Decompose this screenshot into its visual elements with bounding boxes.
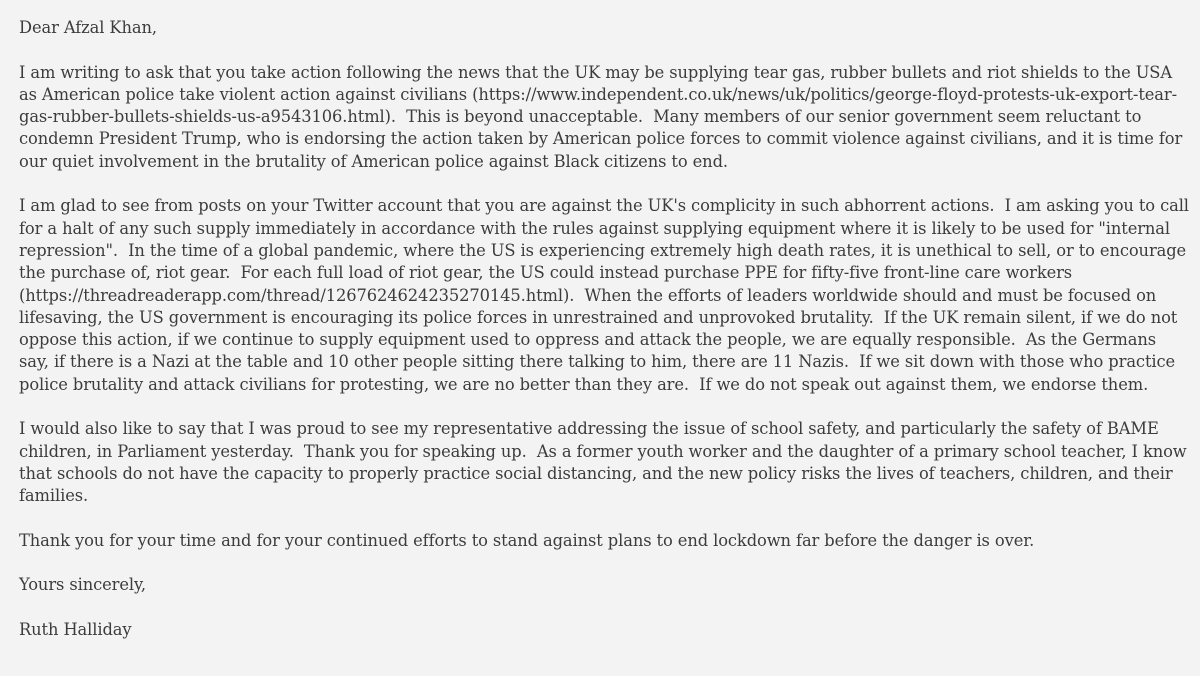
salutation: Dear Afzal Khan, [19,18,157,37]
paragraph-1: I am writing to ask that you take action following the news that the UK may be supplying tear gas, rubber bullets and riot shields to the USA as American police take violent action against civilians (https://www.independent.co.uk/news/uk/politics/george-floyd-protests-uk-export-tear-gas-rubber-bullets-shields-us-a9543106.html). This is beyond unacceptable. Many members of our senior government seem reluctant to condemn President Trump, who is endorsing the action taken by American police forces to commit violence against civilians, and it is time for our quiet involvement in the brutality of American police against Black citizens to end. [19,62,1188,171]
letter-body [19,17,1194,641]
paragraph-4: Thank you for your time and for your continued efforts to stand against plans to end lockdown far before the danger is over. [19,530,1035,550]
paragraph-2: I am glad to see from posts on your Twitter account that you are against the UK's complicity in such abhorrent actions. I am asking you to call for a halt of any such supply immediately in accordance with the rules against supplying equipment where it is likely to be used for "internal repression". In the time of a global pandemic, where the US is experiencing extremely high death rates, it is unethical to sell, or to encourage the purchase of, riot gear. For each full load of riot gear, the US could instead purchase PPE for fifty-five front-line care workers (https://threadreaderapp.com/thread/1267624624235270145.html). When the efforts of leaders worldwide should and must be focused on lifesaving, the US government is encouraging its police forces in unrestrained and unprovoked brutality. If the UK remain silent, if we do not oppose this action, if we continue to supply equipment used to oppress and attack the people, we are equally responsible. As the Germans say, if there is a Nazi at the table and 10 other people sitting there talking to him, there are 11 Nazis. If we sit down with those who practice police brutality and attack civilians for protesting, we are no better than they are. If we do not speak out against them, we endorse them. [19,196,1194,394]
paragraph-3: I would also like to say that I was proud to see my representative addressing the issue of school safety, and particularly the safety of BAME children, in Parliament yesterday. Thank you for speaking up. As a former youth worker and the daughter of a primary school teacher, I know that schools do not have the capacity to properly practice social distancing, and the new policy risks the lives of teachers, children, and their families. [19,419,1192,506]
closing: Yours sincerely, [19,575,146,595]
signature: Ruth Halliday [19,620,132,640]
